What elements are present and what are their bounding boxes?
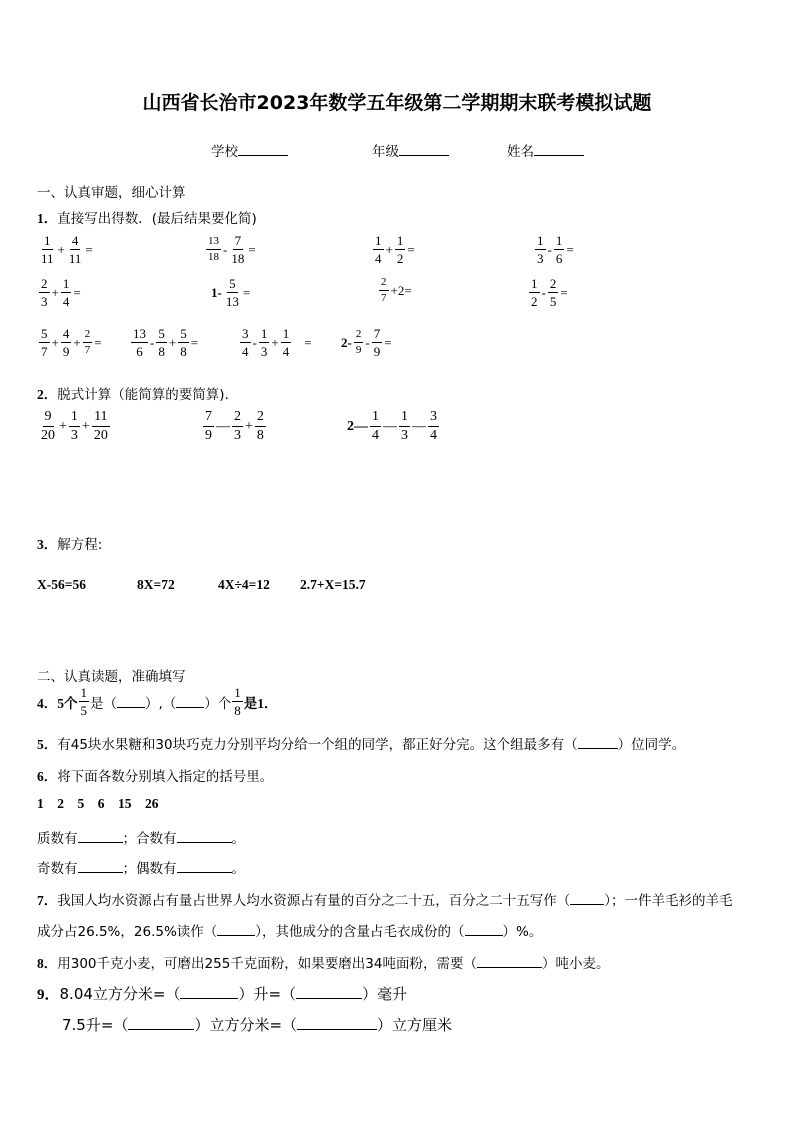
question-9-line-1: 9．8.04立方分米=（ ）升=（ ）毫升: [37, 985, 408, 1003]
question-5: 5．有45块水果糖和30块巧克力分别平均分给一个组的同学，都正好分完。这个组最多有（ ）位同学。: [37, 737, 686, 753]
school-blank[interactable]: [238, 143, 288, 156]
expression-2: $\frac{7}{9}$ — $\frac{2}{3}$ + $\frac{2}{8}$: [205, 409, 264, 443]
calc-item-11: $\frac{3}{4}$ - $\frac{1}{3}$ + $\frac{1}{4}$ =: [242, 326, 312, 359]
answer-blank-5[interactable]: [578, 736, 618, 749]
answer-blank-8[interactable]: [477, 955, 542, 968]
calc-item-6: 1- $\frac{5}{13}$ =: [211, 276, 251, 309]
question-6-heading: 6．将下面各数分别填入指定的括号里。: [37, 769, 274, 785]
answer-blank-4a[interactable]: [117, 695, 145, 708]
question-7-line-2: 成分占26.5%，26.5%读作（ ），其他成分的含量占毛衣成份的（ ）%。: [37, 924, 543, 940]
expression-3: 2— $\frac{1}{4}$ — $\frac{1}{3}$ — $\frac{3}{4}$: [347, 409, 437, 443]
equation-2: 8X=72: [137, 577, 175, 592]
question-number: 1．: [37, 211, 58, 226]
calc-item-12: 2- $\frac{2}{9}$ - $\frac{7}{9}$ =: [341, 326, 392, 359]
answer-blank-9b[interactable]: [296, 985, 362, 999]
calc-item-4: $\frac{1}{3}$ - $\frac{1}{6}$ =: [537, 233, 574, 266]
question-9-line-2: 7.5升=（ ）立方分米=（ ）立方厘米: [62, 1016, 453, 1034]
name-blank[interactable]: [534, 143, 584, 156]
answer-blank-7b[interactable]: [217, 923, 255, 936]
grade-blank[interactable]: [399, 143, 449, 156]
answer-blank-9a[interactable]: [180, 985, 238, 999]
calc-item-8: $\frac{1}{2}$ - $\frac{2}{5}$ =: [531, 276, 568, 309]
question-7-line-1: 7．我国人均水资源占有量占世界人均水资源占有量的百分之二十五，百分之二十五写作（ ）；一件羊毛衫的羊毛: [37, 893, 733, 909]
calc-item-10: $\frac{13}{6}$ - $\frac{5}{8}$ + $\frac{5}{8}$ =: [133, 326, 199, 359]
number-list: 1 2 5 6 15 26: [37, 796, 159, 811]
section-heading-2: 二、认真读题，准确填写: [37, 669, 186, 685]
prime-composite-line: 质数有 ；合数有 。: [37, 831, 245, 847]
grade-field[interactable]: [372, 140, 449, 160]
equation-4: 2.7+X=15.7: [300, 577, 366, 592]
odd-blank[interactable]: [78, 860, 123, 873]
question-3-heading: 3．解方程:: [37, 537, 103, 553]
calc-item-1: $\frac{1}{11}$ + $\frac{4}{11}$ =: [41, 233, 93, 266]
answer-blank-9d[interactable]: [297, 1016, 377, 1030]
question-8: 8．用300千克小麦，可磨出255千克面粉，如果要磨出34吨面粉，需要（ ）吨小麦。: [37, 956, 610, 972]
answer-blank-7a[interactable]: [570, 892, 604, 905]
even-blank[interactable]: [177, 860, 232, 873]
odd-even-line: 奇数有 ；偶数有 。: [37, 861, 245, 877]
question-text: 直接写出得数．(最后结果要化简): [57, 211, 257, 227]
composite-blank[interactable]: [177, 830, 232, 843]
answer-blank-7c[interactable]: [465, 923, 503, 936]
prime-blank[interactable]: [78, 830, 123, 843]
school-field[interactable]: [211, 140, 288, 160]
page-title: 山西省长治市2023年数学五年级第二学期期末联考模拟试题: [142, 92, 652, 114]
question-2-heading: 2．脱式计算（能简算的要简算).: [37, 387, 229, 403]
equation-1: X-56=56: [37, 577, 86, 592]
expression-1: $\frac{9}{20}$ + $\frac{1}{3}$ + $\frac{11}{20}$: [41, 409, 108, 443]
calc-item-7: $\frac{2}{7}$ +2=: [381, 276, 412, 304]
equation-3: 4X÷4=12: [218, 577, 270, 592]
calc-item-2: $\frac{13}{18}$ - $\frac{7}{18}$ =: [208, 233, 256, 266]
name-label: 姓名: [507, 144, 534, 160]
school-label: 学校: [211, 144, 238, 160]
name-field[interactable]: [507, 140, 584, 160]
grade-label: 年级: [372, 144, 399, 160]
calc-item-5: $\frac{2}{3}$ + $\frac{1}{4}$ =: [41, 276, 81, 309]
question-4: 4． 5个 $\frac{1}{5}$ 是（ ）,（ ）个 $\frac{1}{8}$ 是1．: [37, 685, 278, 718]
answer-blank-4b[interactable]: [176, 695, 204, 708]
calc-item-3: $\frac{1}{4}$ + $\frac{1}{2}$ =: [375, 233, 415, 266]
answer-blank-9c[interactable]: [128, 1016, 194, 1030]
calc-item-9: $\frac{5}{7}$ + $\frac{4}{9}$ + $\frac{2}{7}$ =: [41, 326, 102, 359]
section-heading-1: 一、认真审题，细心计算: [37, 185, 186, 201]
question-1-heading: [37, 207, 257, 227]
